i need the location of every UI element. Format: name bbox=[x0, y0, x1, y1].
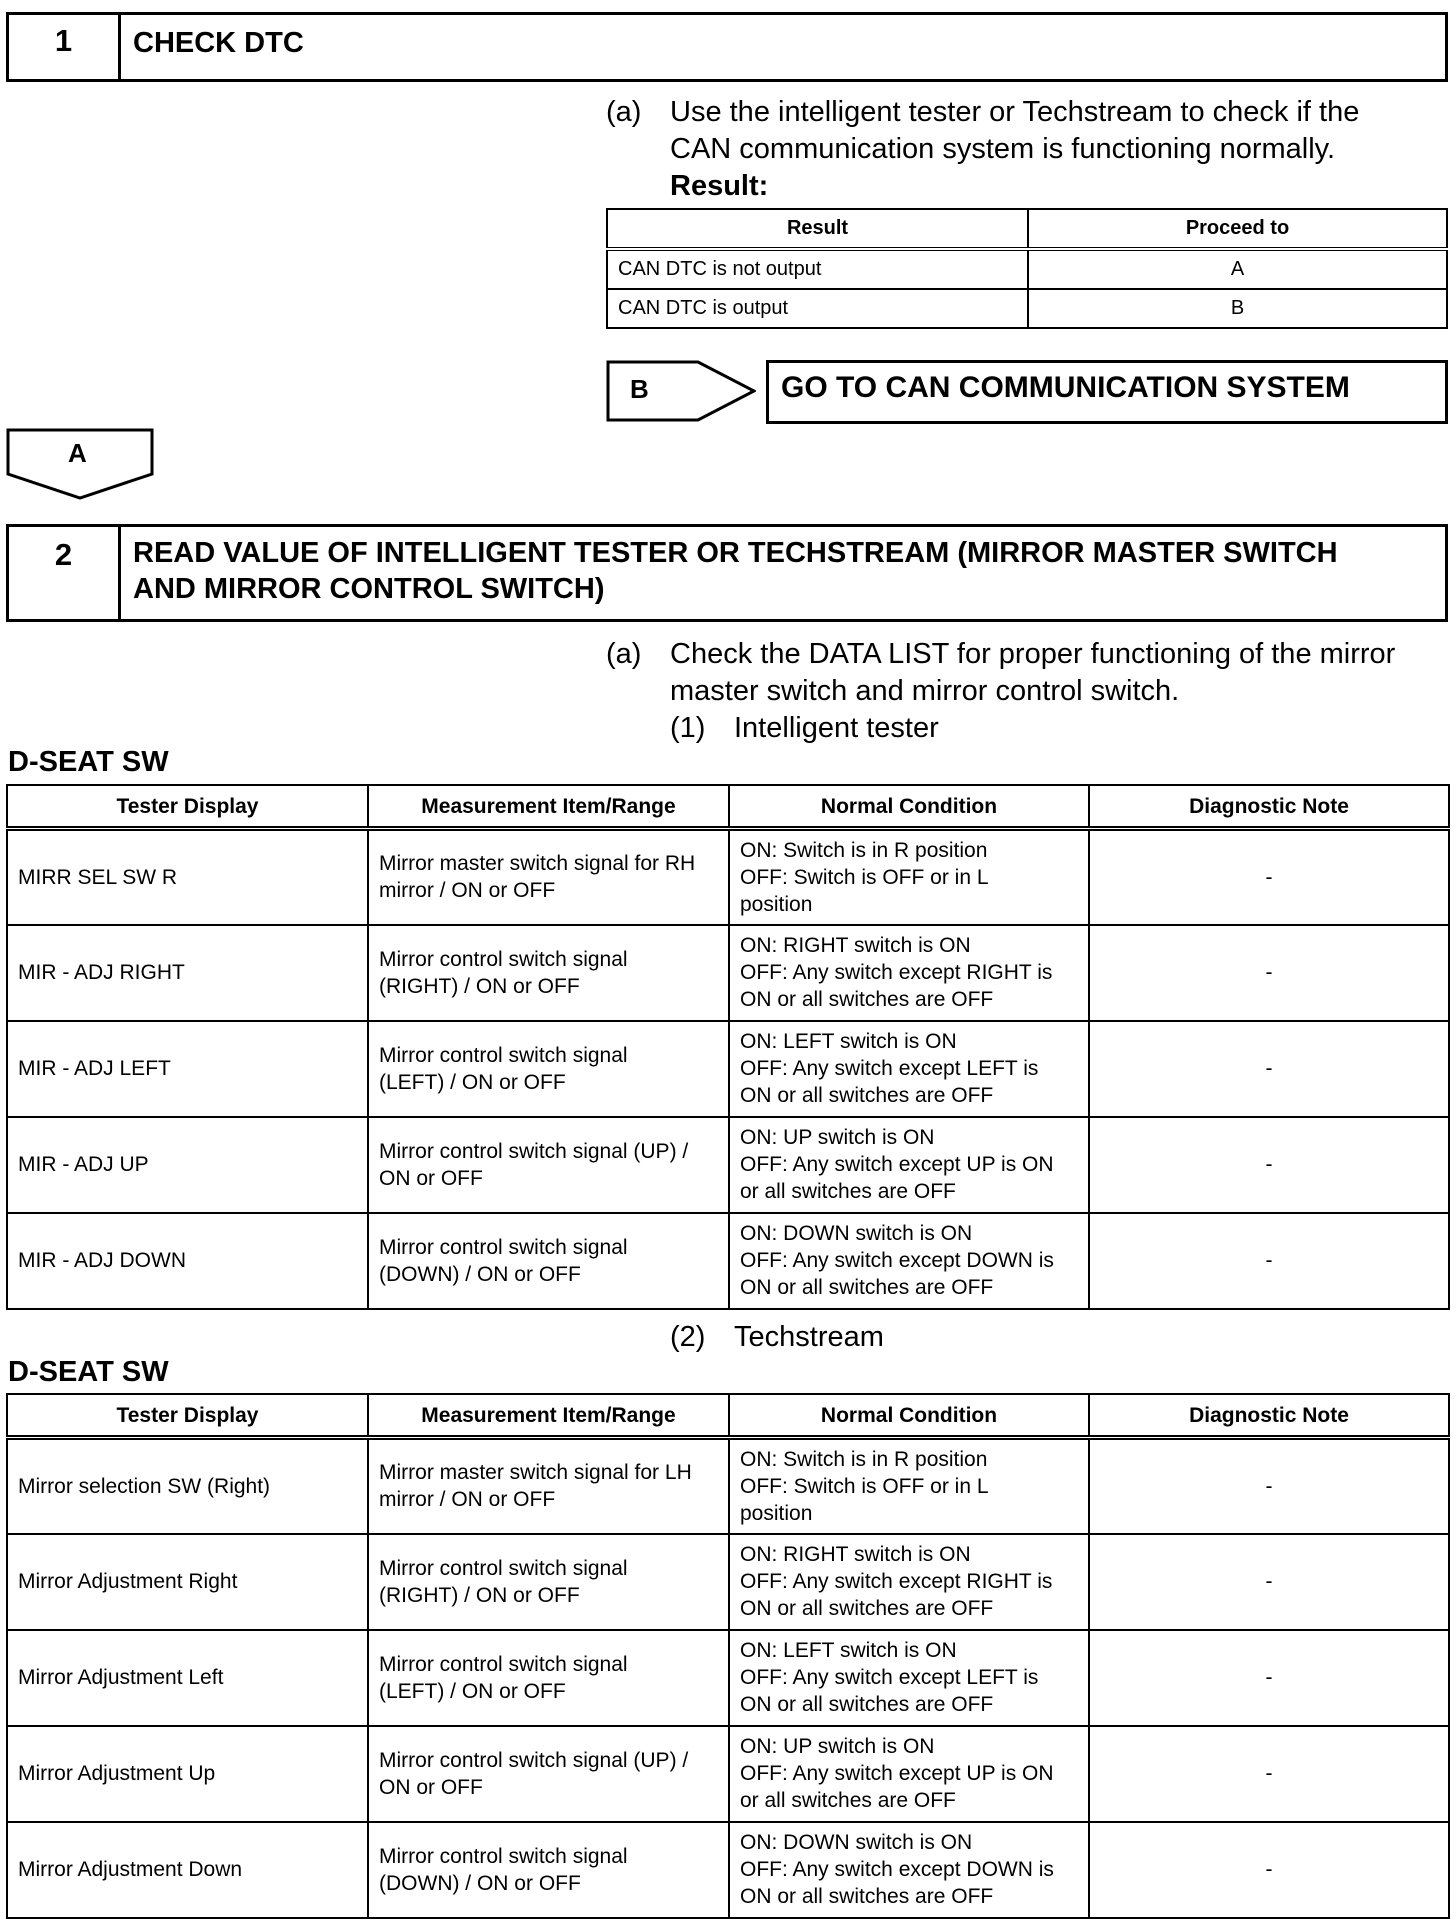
table1-section-label: D-SEAT SW bbox=[8, 746, 169, 778]
measurement-line: mirror / ON or OFF bbox=[379, 1488, 556, 1512]
measurement-line: Mirror control switch signal bbox=[379, 947, 628, 971]
intelligent-tester-data-table bbox=[6, 784, 1450, 1310]
table-row bbox=[7, 1630, 1449, 1726]
condition-line: ON: RIGHT switch is ON bbox=[740, 1543, 971, 1566]
header-measurement-item: Measurement Item/Range bbox=[368, 785, 729, 829]
step-1-header bbox=[6, 12, 1448, 82]
diagnostic-note-cell: - bbox=[1089, 1726, 1449, 1822]
measurement-line: Mirror control switch signal bbox=[379, 1652, 628, 1676]
condition-line: position bbox=[740, 892, 813, 916]
diagnostic-note-cell: - bbox=[1089, 1534, 1449, 1630]
tester-display-cell: Mirror Adjustment Left bbox=[7, 1630, 368, 1726]
condition-line: OFF: Any switch except DOWN is bbox=[740, 1858, 1054, 1881]
step-2-sub2 bbox=[606, 1319, 1446, 1359]
condition-cell bbox=[729, 1822, 1089, 1918]
condition-line: or all switches are OFF bbox=[740, 1180, 956, 1203]
measurement-cell bbox=[368, 1117, 729, 1213]
measurement-cell bbox=[368, 1726, 729, 1822]
table-row bbox=[7, 1726, 1449, 1822]
measurement-line: Mirror control switch signal bbox=[379, 1844, 628, 1868]
result-table bbox=[606, 208, 1448, 329]
step-2-header bbox=[6, 524, 1448, 622]
tester-display-cell: MIR - ADJ RIGHT bbox=[7, 925, 368, 1021]
tester-display-cell: MIR - ADJ LEFT bbox=[7, 1021, 368, 1117]
step-2-instruction bbox=[606, 636, 1446, 748]
branch-b-arrow bbox=[606, 360, 756, 422]
step-2-text-line2: master switch and mirror control switch. bbox=[670, 675, 1180, 707]
table2-section-label: D-SEAT SW bbox=[8, 1356, 169, 1388]
condition-cell bbox=[729, 1021, 1089, 1117]
diagnostic-note-cell: - bbox=[1089, 1021, 1449, 1117]
measurement-line: Mirror master switch signal for RH bbox=[379, 852, 696, 876]
measurement-line: (DOWN) / ON or OFF bbox=[379, 1262, 581, 1286]
measurement-line: Mirror control switch signal bbox=[379, 1556, 628, 1580]
measurement-line: mirror / ON or OFF bbox=[379, 879, 556, 903]
measurement-cell bbox=[368, 925, 729, 1021]
table-row bbox=[7, 1822, 1449, 1918]
sub1-label: (1) bbox=[670, 712, 706, 744]
condition-line: OFF: Any switch except UP is ON bbox=[740, 1762, 1054, 1785]
step-1-text-line1: Use the intelligent tester or Techstream to check if the bbox=[670, 96, 1360, 128]
header-diagnostic-note: Diagnostic Note bbox=[1089, 1394, 1449, 1438]
diagnostic-note-cell: - bbox=[1089, 925, 1449, 1021]
table-row bbox=[607, 289, 1447, 328]
table-row bbox=[607, 249, 1447, 289]
header-tester-display: Tester Display bbox=[7, 1394, 368, 1438]
condition-line: ON: RIGHT switch is ON bbox=[740, 934, 971, 957]
condition-line: ON: LEFT switch is ON bbox=[740, 1030, 957, 1053]
step-2-title-line1: READ VALUE OF INTELLIGENT TESTER OR TECHSTREAM (MIRROR MASTER SWITCH bbox=[133, 537, 1338, 569]
tester-display-cell: Mirror Adjustment Right bbox=[7, 1534, 368, 1630]
tester-display-cell: MIR - ADJ UP bbox=[7, 1117, 368, 1213]
sub2-label: (2) bbox=[670, 1321, 706, 1353]
result-cell: CAN DTC is output bbox=[607, 289, 1028, 328]
condition-cell bbox=[729, 925, 1089, 1021]
table-row bbox=[7, 1213, 1449, 1309]
measurement-line: ON or OFF bbox=[379, 1166, 483, 1190]
diagnostic-note-cell: - bbox=[1089, 1117, 1449, 1213]
condition-line: OFF: Switch is OFF or in L bbox=[740, 865, 989, 889]
proceed-cell: B bbox=[1028, 289, 1447, 328]
table-row bbox=[7, 1117, 1449, 1213]
measurement-line: Mirror control switch signal bbox=[379, 1235, 628, 1259]
branch-a-arrow bbox=[6, 428, 154, 500]
measurement-line: (RIGHT) / ON or OFF bbox=[379, 1583, 580, 1607]
condition-cell bbox=[729, 1438, 1089, 1534]
condition-line: ON or all switches are OFF bbox=[740, 1276, 994, 1299]
measurement-line: Mirror master switch signal for LH bbox=[379, 1461, 692, 1485]
condition-line: ON or all switches are OFF bbox=[740, 1084, 994, 1107]
measurement-line: (DOWN) / ON or OFF bbox=[379, 1871, 581, 1895]
measurement-cell bbox=[368, 1021, 729, 1117]
header-diagnostic-note: Diagnostic Note bbox=[1089, 785, 1449, 829]
diagnostic-note-cell: - bbox=[1089, 1630, 1449, 1726]
condition-cell bbox=[729, 1213, 1089, 1309]
condition-line: ON or all switches are OFF bbox=[740, 988, 994, 1011]
proceed-cell: A bbox=[1028, 249, 1447, 289]
step-2-title-line2: AND MIRROR CONTROL SWITCH) bbox=[133, 573, 605, 605]
goto-can-communication[interactable]: GO TO CAN COMMUNICATION SYSTEM bbox=[766, 360, 1448, 424]
table-row bbox=[7, 1438, 1449, 1534]
header-normal-condition: Normal Condition bbox=[729, 785, 1089, 829]
measurement-cell bbox=[368, 1213, 729, 1309]
tester-display-cell: MIRR SEL SW R bbox=[7, 829, 368, 925]
condition-line: or all switches are OFF bbox=[740, 1789, 956, 1812]
diagnostic-note-cell: - bbox=[1089, 1438, 1449, 1534]
step-2-number: 2 bbox=[9, 527, 121, 619]
step-1-text-line2: CAN communication system is functioning normally. bbox=[670, 133, 1336, 165]
sub2-text: Techstream bbox=[734, 1321, 884, 1353]
condition-cell bbox=[729, 829, 1089, 925]
condition-line: OFF: Switch is OFF or in L bbox=[740, 1474, 989, 1498]
techstream-data-table bbox=[6, 1393, 1450, 1919]
diagnostic-note-cell: - bbox=[1089, 1822, 1449, 1918]
condition-line: ON: UP switch is ON bbox=[740, 1126, 935, 1149]
condition-cell bbox=[729, 1534, 1089, 1630]
branch-b-arrow-icon bbox=[606, 360, 756, 422]
branch-a-label: A bbox=[68, 438, 87, 468]
measurement-cell bbox=[368, 1534, 729, 1630]
step-1-title: CHECK DTC bbox=[133, 27, 304, 59]
diagnostic-note-cell: - bbox=[1089, 829, 1449, 925]
condition-line: ON or all switches are OFF bbox=[740, 1597, 994, 1620]
step-2-title bbox=[121, 527, 1445, 619]
condition-line: OFF: Any switch except DOWN is bbox=[740, 1249, 1054, 1272]
condition-line: OFF: Any switch except UP is ON bbox=[740, 1153, 1054, 1176]
step-1-number: 1 bbox=[9, 15, 121, 79]
header-measurement-item: Measurement Item/Range bbox=[368, 1394, 729, 1438]
condition-line: position bbox=[740, 1501, 813, 1525]
condition-cell bbox=[729, 1117, 1089, 1213]
header-tester-display: Tester Display bbox=[7, 785, 368, 829]
measurement-line: (LEFT) / ON or OFF bbox=[379, 1679, 566, 1703]
result-header-result: Result bbox=[607, 209, 1028, 249]
result-cell: CAN DTC is not output bbox=[607, 249, 1028, 289]
step-2-item-label: (a) bbox=[606, 638, 642, 670]
table-row bbox=[7, 829, 1449, 925]
result-label: Result: bbox=[670, 170, 769, 202]
step-2-text-line1: Check the DATA LIST for proper functioning of the mirror bbox=[670, 638, 1396, 670]
condition-line: OFF: Any switch except LEFT is bbox=[740, 1057, 1039, 1080]
tester-display-cell: Mirror Adjustment Down bbox=[7, 1822, 368, 1918]
condition-line: ON: DOWN switch is ON bbox=[740, 1222, 973, 1245]
measurement-cell bbox=[368, 1630, 729, 1726]
step-1-instruction bbox=[606, 94, 1446, 214]
tester-display-cell: Mirror Adjustment Up bbox=[7, 1726, 368, 1822]
condition-line: ON: DOWN switch is ON bbox=[740, 1831, 973, 1854]
tester-display-cell: Mirror selection SW (Right) bbox=[7, 1438, 368, 1534]
step-1-item-label: (a) bbox=[606, 96, 642, 128]
diagnostic-note-cell: - bbox=[1089, 1213, 1449, 1309]
condition-cell bbox=[729, 1630, 1089, 1726]
tester-display-cell: MIR - ADJ DOWN bbox=[7, 1213, 368, 1309]
condition-line: ON: UP switch is ON bbox=[740, 1735, 935, 1758]
condition-line: OFF: Any switch except RIGHT is bbox=[740, 1570, 1053, 1593]
condition-line: ON or all switches are OFF bbox=[740, 1693, 994, 1716]
measurement-cell bbox=[368, 1822, 729, 1918]
condition-line: ON: Switch is in R position bbox=[740, 838, 988, 862]
measurement-line: ON or OFF bbox=[379, 1775, 483, 1799]
header-normal-condition: Normal Condition bbox=[729, 1394, 1089, 1438]
measurement-line: Mirror control switch signal (UP) / bbox=[379, 1139, 689, 1163]
table-row bbox=[7, 1534, 1449, 1630]
measurement-line: (LEFT) / ON or OFF bbox=[379, 1070, 566, 1094]
condition-line: ON or all switches are OFF bbox=[740, 1885, 994, 1908]
table-row bbox=[7, 925, 1449, 1021]
measurement-cell bbox=[368, 1438, 729, 1534]
branch-b-label: B bbox=[630, 374, 649, 404]
measurement-line: Mirror control switch signal bbox=[379, 1043, 628, 1067]
condition-line: OFF: Any switch except LEFT is bbox=[740, 1666, 1039, 1689]
measurement-line: Mirror control switch signal (UP) / bbox=[379, 1748, 689, 1772]
result-header-proceed: Proceed to bbox=[1028, 209, 1447, 249]
condition-cell bbox=[729, 1726, 1089, 1822]
condition-line: ON: Switch is in R position bbox=[740, 1447, 988, 1471]
table-row bbox=[7, 1021, 1449, 1117]
sub1-text: Intelligent tester bbox=[734, 712, 939, 744]
condition-line: ON: LEFT switch is ON bbox=[740, 1639, 957, 1662]
measurement-line: (RIGHT) / ON or OFF bbox=[379, 974, 580, 998]
condition-line: OFF: Any switch except RIGHT is bbox=[740, 961, 1053, 984]
measurement-cell bbox=[368, 829, 729, 925]
